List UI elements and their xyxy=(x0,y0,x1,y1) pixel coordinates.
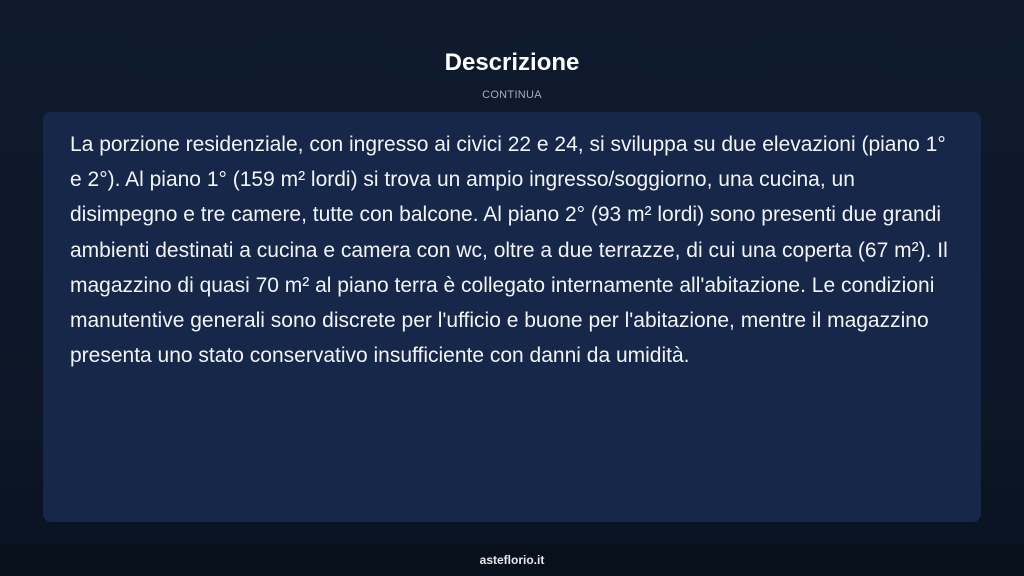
description-text: La porzione residenziale, con ingresso ai civici 22 e 24, si sviluppa su due elevazioni (piano 1° e 2°). Al piano 1° (159 m² lordi) si trova un ampio ingresso/soggiorno, una cucina, un disimpegno e tre camere, tutte con balcone. Al piano 2° (93 m² lordi) sono presenti due grandi ambienti destinati a cucina e camera con wc, oltre a due terrazze, di cui una coperta (67 m²). Il magazzino di quasi 70 m² al piano terra è collegato internamente all'abitazione. Le condizioni manutentive generali sono discrete per l'ufficio e buone per l'abitazione, mentre il magazzino presenta uno stato conservativo insufficiente con danni da umidità. xyxy=(70,133,948,368)
footer-bar xyxy=(0,544,1024,576)
description-card xyxy=(43,112,981,522)
continue-label: CONTINUA xyxy=(482,89,542,101)
site-name: asteflorio.it xyxy=(479,553,545,567)
page-header xyxy=(0,48,1024,102)
page-title: Descrizione xyxy=(444,49,580,76)
